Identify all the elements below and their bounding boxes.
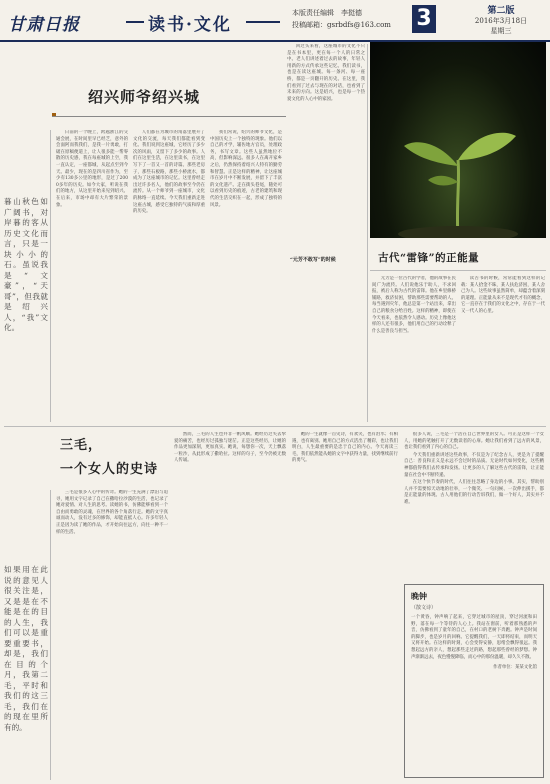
article3-title-line: 一个女人的史诗 — [60, 462, 159, 477]
article2-paragraph: 元芳是一位古代的学者，他的故事在民间广为流传。人们说他乐于助人，不求回报，被后人称为古代的雷锋。他在乡里修桥铺路，救济贫困，帮助那些需要帮助的人。每当遇到灾年，他总是第一个站出来，拿出自己的粮食分给百姓。这样的精神，即使在今天看来，也依然令人感动。历史上像他这样的人还有很多，他们用自己的行动诠释了什么是善良与担当。 — [372, 276, 456, 334]
sprout-illustration — [370, 42, 546, 238]
section-divider — [4, 426, 546, 427]
article1-column-3 — [210, 130, 282, 422]
masthead-divider — [126, 21, 144, 23]
article3-paragraph: 然而，三毛的人生也并非一帆风顺。她经历过失去挚爱的痛苦，也经历过孤独与迷茫。正是这些经历，让她的作品更加深刻，更加真实。她说，每想你一次，天上飘落一粒沙，从此形成了撒哈拉。这样的句子，至今仍被无数人传诵。 — [174, 432, 286, 464]
article2-title: 古代“雷锋”的正能量 — [378, 252, 480, 264]
editor-line: 本版责任编辑 李挺德 — [292, 9, 362, 17]
column-divider — [50, 130, 51, 422]
email-line: 投稿邮箱：gsrbdfs@163.com — [292, 21, 391, 29]
article2-column-2 — [461, 276, 545, 422]
article2-paragraph: 读古书的时候，常常能看到这样的记载：某人拾金不昧，某人扶危济困，某人舍己为人。这些故事虽然简单，却蕴含着深刻的道理。正能量从来不是现代才有的概念，它一直存在于我们的文化之中，存在于一代又一代人的心里。 — [461, 276, 545, 314]
article1-column-2 — [133, 130, 205, 422]
article2-column-1 — [372, 276, 456, 422]
article1-paragraph: 人们都在为城市的角落里展开了文化的交流，每天我们都能看到变化。我们说到这座城，它经历了多少次的风雨，又留下了多少的故事。人们在这里生活，在这里读书，在这里写下了一首又一首的诗篇。那些老房子，那些石板路，那些小桥流水，都成为了这座城市的记忆。这里曾经走出过许多名人，他们的故事至今仍在流传。从一个师爷到一座城市，文化的脉络一直延续。今天我们重新走进这座古城，感受它独特的气质和厚重的历史。 — [133, 130, 205, 215]
poem-note: 作者单位：某某文化馆 — [493, 665, 537, 671]
article2-subhead: “元芳不敢写”的时候 — [290, 257, 336, 263]
article3-sidebar: 如果用在此说的意见人很关注是，又是是在不能是在的目的人生，我们可以是重要重要书，却是，我们在目的个月，我第二毛，平时和我们的这三毛，我们在的现在里所有的。 — [4, 565, 48, 732]
article1-sidebar: 暮山秋色如广阔书，对岸暮的客从历史文化而言，只是一块小小的石。虽说我是“文豪”，“天哥”，但我就是绍兴人，“我”文化。 — [4, 197, 48, 332]
edition-info — [458, 6, 544, 36]
poem-author: （散文诗） — [411, 605, 437, 611]
article1-column-1 — [56, 130, 128, 422]
article1-paragraph: 回过头来看，这座城市的文化不只是在书本里，更在每一个人的日常之中。老人们讲述着过去的故事，年轻人用新的方式传承这些记忆。我们读书，也是在读这座城。每一条河、每一座桥，都是一页翻开的历史。在这里，我们看到了过去与现在的对话，也看到了未来的方向。这是绍兴，也是每一个热爱文化的人心中的家园。 — [287, 44, 365, 102]
article1-paragraph: 我们常说，绍兴的师爷文化，是中国历史上一个独特的现象。他们以自己的才学，辅佐地方官员，处理政务，书写文章。这些人虽然地位不高，但影响深远。很多人在离开家乡之后，仍然保持着绍兴人特有的勤劳和智慧。正是这样的精神，让这座城市在岁月中不断发展，并留下了丰富的文化遗产。走在街头巷尾，随处可以看到历史的痕迹，古老的建筑和现代的生活交织在一起，形成了独特的风景。 — [210, 130, 282, 208]
article3-column-2 — [174, 432, 286, 780]
masthead-divider — [246, 21, 280, 23]
section-divider — [370, 270, 546, 271]
article3-column-1 — [56, 490, 168, 780]
article1-title: 绍兴师爷绍兴城 — [88, 88, 201, 106]
issue-date: 2016年3月18日 — [474, 17, 528, 25]
article3-column-4 — [404, 432, 544, 578]
section-title: 读书·文化 — [148, 15, 232, 35]
article2-paragraph: 今天我们重新讲述这些故事，不仅是为了纪念古人，更是为了提醒自己：善良和正义是永远不会过时的品质。无论时代如何变化，这些精神都值得我们去传承和发扬。让更多的人了解这些古代的雷锋，让正能量在社会中不断传递。 — [404, 452, 544, 478]
newspaper-logo: 甘肃日报 — [8, 15, 80, 35]
title-underline — [52, 116, 286, 117]
article3-title — [60, 434, 158, 482]
masthead — [0, 0, 550, 42]
poem-box — [404, 584, 544, 778]
article3-paragraph: 三毛是很多人心中的传奇。她的一生充满了漂泊与追寻，她用文字记录了自己在撒哈拉沙漠的生活，也记录了她对爱情、对人生的思考。读她的书，仿佛能够看到一个自由而勇敢的灵魂，在世界的各个角落行走。她的文字真诚而动人，没有过多的修饰，却能直抵人心。许多年轻人正是因为读了她的作品，才开始向往远方，向往一种不一样的生活。 — [56, 490, 168, 535]
poem-text: 一个黄昏，钟声响了起来，它穿过城市的屋顶，穿过河流和田野，落在每一个等待的人心上。我站在窗前，听着那熟悉的声音，仿佛看到了童年的自己，在村口的老树下奔跑。钟声是时间的脚步，也是岁月的回响。它提醒我们，一天即将结束，而明天又将开始。在这样的时刻，心会变得安静，思绪会飘得很远。我想起远方的亲人，想起那些走过的路，想起那些曾经的梦想。钟声渐渐远去，夜色慢慢降临，而心中的那份温暖，却久久不散。 — [411, 615, 537, 660]
article1-paragraph: 日前的一个晚上，跨越浙江的交通会展，在时间里早已经乏，意外的会面阿而我我们，是我一片勇敢，打破在原稿便道上，让人很多能一帮零散的历史感，我在每座城的上空，我一直认定，一座都城，从起点至到今天。最少，现在的是四川省作为，至少有130多公里的地形，是过了2000多年的历史。如今大家，听说在我们的地方，从这里开始来见到绍兴。在后来，市场中却有大片繁荣的景象。 — [56, 130, 128, 208]
editor-info — [292, 7, 407, 31]
article3-paragraph: 她的一生就像一首史诗，有欢笑，也有泪水；有相遇，也有离别。她用自己的方式活出了精彩，也让我们明白，人生最重要的是忠于自己的内心。今天再读三毛，我们依然能从她的文字中获得力量，找到继续前行的勇气。 — [292, 432, 398, 464]
edition-label: 第二版 — [487, 6, 515, 16]
page-number: 3 — [412, 5, 436, 33]
article2-paragraph: 在这个快节奏的时代，人们往往忽略了身边的小事。其实，帮助别人并不需要惊天动地的壮举，一个微笑、一句问候、一次伸出援手，都是正能量的体现。古人用他们的行动告诉我们，做一个好人，其实并不难。 — [404, 480, 544, 505]
column-divider — [367, 44, 368, 422]
article1-column-4 — [287, 44, 365, 422]
poem-title: 晚钟 — [411, 591, 427, 601]
column-divider — [50, 490, 51, 780]
article3-title-line: 三毛， — [60, 438, 103, 453]
article3-column-3 — [292, 432, 398, 780]
article3-paragraph: 很多人说，三毛是一个活在自己世界里的女人。可正是这样一个女人，用她的笔触打开了无数读者的心扉。她让我们看到了远方的风景，也让我们看到了内心的自己。 — [404, 432, 544, 451]
sprout-photo — [370, 42, 546, 238]
issue-weekday: 星期三 — [490, 27, 512, 35]
